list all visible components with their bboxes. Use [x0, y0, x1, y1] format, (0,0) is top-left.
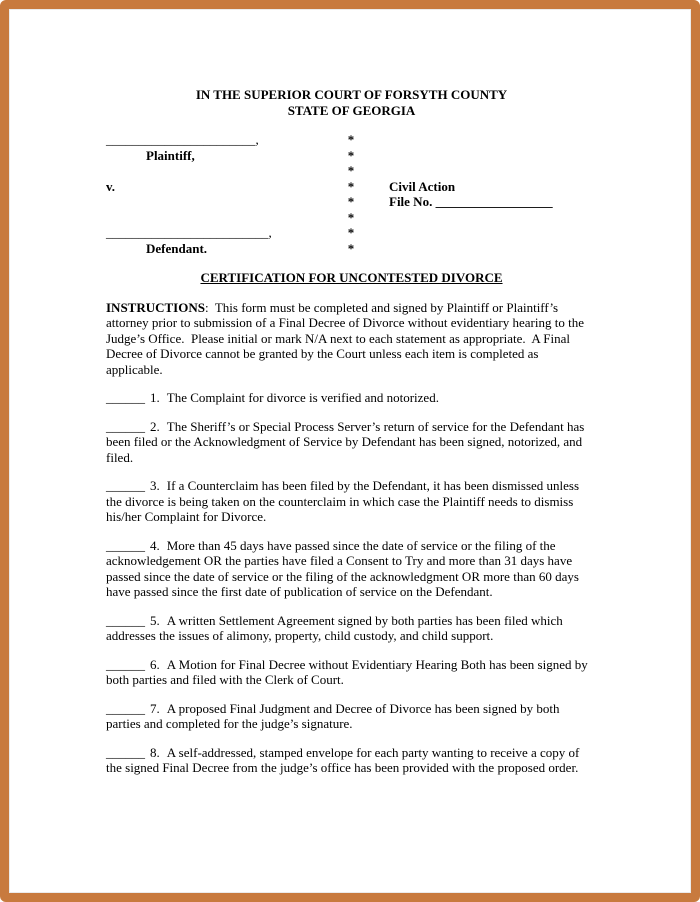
case-caption [106, 132, 597, 256]
asterisk-separator: * [347, 147, 355, 163]
initial-blank: ______ [106, 656, 145, 672]
item-number: 1. [150, 390, 160, 405]
initial-blank: ______ [106, 478, 145, 493]
asterisk-separator: * [347, 163, 355, 178]
item-text: More than 45 days have passed since the date of service or the filing of the acknowledgement OR the parties have filed a Consent to Try and more than 31 days have passed since the date of service or the filing of the acknowledgment OR more than 60 days have passed since the first date of publication of service on the Defendant. [106, 537, 583, 599]
checklist-item [106, 701, 597, 732]
defendant-name-line: _________________________, [106, 225, 272, 240]
checklist-item [106, 613, 597, 644]
document-page [9, 9, 691, 893]
initial-blank: ______ [106, 612, 145, 628]
court-header [106, 87, 597, 119]
checklist-item [106, 745, 597, 776]
item-number: 7. [150, 700, 160, 716]
court-state: STATE OF GEORGIA [287, 103, 416, 118]
asterisk-separator: * [347, 178, 355, 194]
item-text: A written Settlement Agreement signed by both parties has been filed which addresses the issues of alimony, property, child custody, and child support. [106, 612, 567, 643]
instructions-label: INSTRUCTIONS [106, 299, 205, 315]
instructions-paragraph [106, 300, 597, 378]
checklist-item [106, 419, 597, 466]
file-no-line: File No. __________________ [389, 194, 553, 209]
item-number: 4. [150, 537, 160, 553]
item-number: 8. [150, 744, 160, 760]
court-name: IN THE SUPERIOR COURT OF FORSYTH COUNTY [195, 87, 508, 102]
initial-blank: ______ [106, 744, 145, 760]
checklist-item [106, 478, 597, 525]
caption-case-number-column [366, 132, 597, 256]
instructions-text: : This form must be completed and signed by Plaintiff or Plaintiff’s attorney prior to submission of a Final Decree of Divorce without evidentiary hearing to the Judge’s Office. Please initial or mark N/A next to each statement as appropriate. A Final Decree of Divorce cannot be granted by the Court unless each item is completed as applicable. [106, 299, 588, 377]
item-number: 3. [150, 478, 160, 493]
item-number: 2. [150, 418, 160, 434]
caption-asterisk-column [336, 132, 366, 256]
caption-parties-column [106, 132, 336, 256]
initial-blank: ______ [106, 418, 145, 434]
item-number: 5. [150, 612, 160, 628]
initial-blank: ______ [106, 700, 145, 716]
item-text: The Sheriff’s or Special Process Server’s return of service for the Defendant has been filed or the Acknowledgment of Service by Defendant has been signed, notorized, and filed. [106, 418, 588, 465]
asterisk-separator: * [347, 240, 355, 256]
asterisk-separator: * [347, 132, 355, 147]
plaintiff-label: Plaintiff, [146, 147, 195, 163]
initial-blank: ______ [106, 390, 145, 405]
asterisk-separator: * [347, 209, 355, 225]
initial-blank: ______ [106, 537, 145, 553]
defendant-label: Defendant. [146, 240, 208, 256]
item-number: 6. [150, 656, 160, 672]
item-text: A Motion for Final Decree without Evidentiary Hearing Both has been signed by both parties and filed with the Clerk of Court. [106, 656, 591, 687]
item-text: If a Counterclaim has been filed by the Defendant, it has been dismissed unless the divorce is being taken on the counterclaim in which case the Plaintiff needs to dismiss his/her Complaint for Divorce. [106, 478, 583, 524]
versus-label: v. [106, 178, 116, 194]
plaintiff-name-line: _______________________, [106, 132, 259, 147]
asterisk-separator: * [347, 225, 355, 240]
document-title: CERTIFICATION FOR UNCONTESTED DIVORCE [200, 270, 503, 285]
civil-action-label: Civil Action [389, 178, 456, 194]
item-text: A proposed Final Judgment and Decree of Divorce has been signed by both parties and completed for the judge’s signature. [106, 700, 563, 731]
asterisk-separator: * [347, 194, 355, 209]
item-text: The Complaint for divorce is verified and notorized. [166, 390, 439, 405]
item-text: A self-addressed, stamped envelope for each party wanting to receive a copy of the signed Final Decree from the judge’s office has been provided with the proposed order. [106, 744, 583, 775]
checklist-item [106, 657, 597, 688]
checklist-item [106, 390, 597, 406]
checklist-item [106, 538, 597, 600]
